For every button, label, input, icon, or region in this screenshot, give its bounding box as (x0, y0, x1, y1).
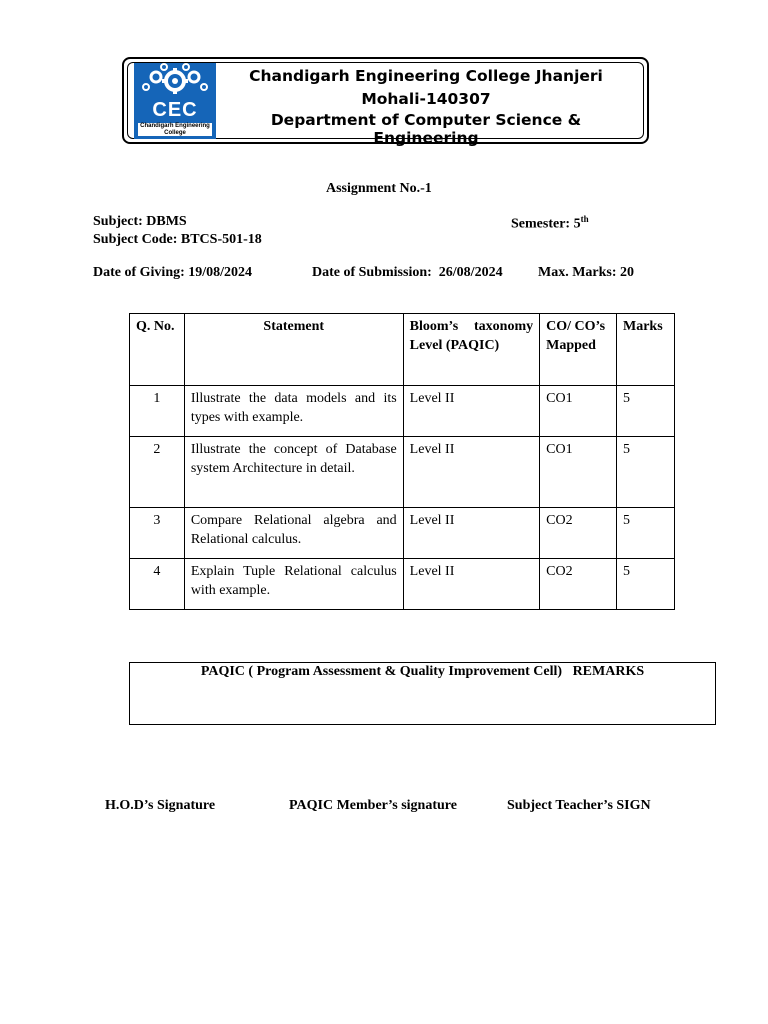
cell-co: CO1 (540, 386, 617, 437)
paqic-signature-label: PAQIC Member’s signature (289, 798, 457, 813)
cell-statement: Illustrate the data models and its types with example. (184, 386, 403, 437)
table-row (130, 386, 675, 437)
remarks-title: PAQIC ( Program Assessment & Quality Improvement Cell) REMARKS (200, 664, 645, 679)
cell-marks: 5 (617, 437, 675, 508)
header-bloom: Bloom’s taxonomy Level (PAQIC) (403, 314, 539, 386)
cell-qno: 3 (130, 508, 185, 559)
college-name: Chandigarh Engineering College Jhanjeri (249, 67, 603, 85)
cell-bloom: Level II (403, 559, 539, 610)
semester-label: Semester: 5 (511, 216, 581, 232)
cell-statement: Illustrate the concept of Database system Architecture in detail. (184, 437, 403, 508)
cell-statement: Explain Tuple Relational calculus with example. (184, 559, 403, 610)
header-statement: Statement (184, 314, 403, 386)
cell-co: CO2 (540, 559, 617, 610)
remarks-box (129, 662, 716, 725)
logo-subtitle: Chandigarh Engineering College (138, 123, 212, 136)
department-name: Department of Computer Science & Engineering (270, 111, 582, 147)
cell-qno: 2 (130, 437, 185, 508)
table-row (130, 559, 675, 610)
table-row (130, 508, 675, 559)
questions-table (129, 313, 675, 610)
assignment-title: Assignment No.-1 (326, 181, 432, 196)
cell-qno: 1 (130, 386, 185, 437)
college-city: Mohali-140307 (361, 90, 491, 108)
subject: Subject: DBMS (93, 214, 187, 229)
date-of-submission: Date of Submission: 26/08/2024 (312, 265, 503, 280)
semester (511, 214, 589, 233)
cell-statement: Compare Relational algebra and Relational calculus. (184, 508, 403, 559)
max-marks: Max. Marks: 20 (538, 265, 635, 280)
cell-marks: 5 (617, 508, 675, 559)
cell-marks: 5 (617, 559, 675, 610)
cell-co: CO2 (540, 508, 617, 559)
teacher-signature-label: Subject Teacher’s SIGN (507, 798, 651, 813)
cell-qno: 4 (130, 559, 185, 610)
gear-icon (134, 63, 216, 103)
header-marks: Marks (617, 314, 675, 386)
semester-superscript: th (580, 214, 589, 224)
subject-code: Subject Code: BTCS-501-18 (93, 232, 262, 247)
cell-bloom: Level II (403, 508, 539, 559)
cell-co: CO1 (540, 437, 617, 508)
hod-signature-label: H.O.D’s Signature (105, 798, 216, 813)
table-header-row (130, 314, 675, 386)
table-row (130, 437, 675, 508)
logo-abbreviation: CEC (152, 99, 198, 121)
college-logo (134, 63, 216, 139)
cell-marks: 5 (617, 386, 675, 437)
header-co: CO/ CO’s Mapped (540, 314, 617, 386)
cell-bloom: Level II (403, 437, 539, 508)
date-of-giving: Date of Giving: 19/08/2024 (93, 265, 253, 280)
header-qno: Q. No. (130, 314, 185, 386)
cell-bloom: Level II (403, 386, 539, 437)
